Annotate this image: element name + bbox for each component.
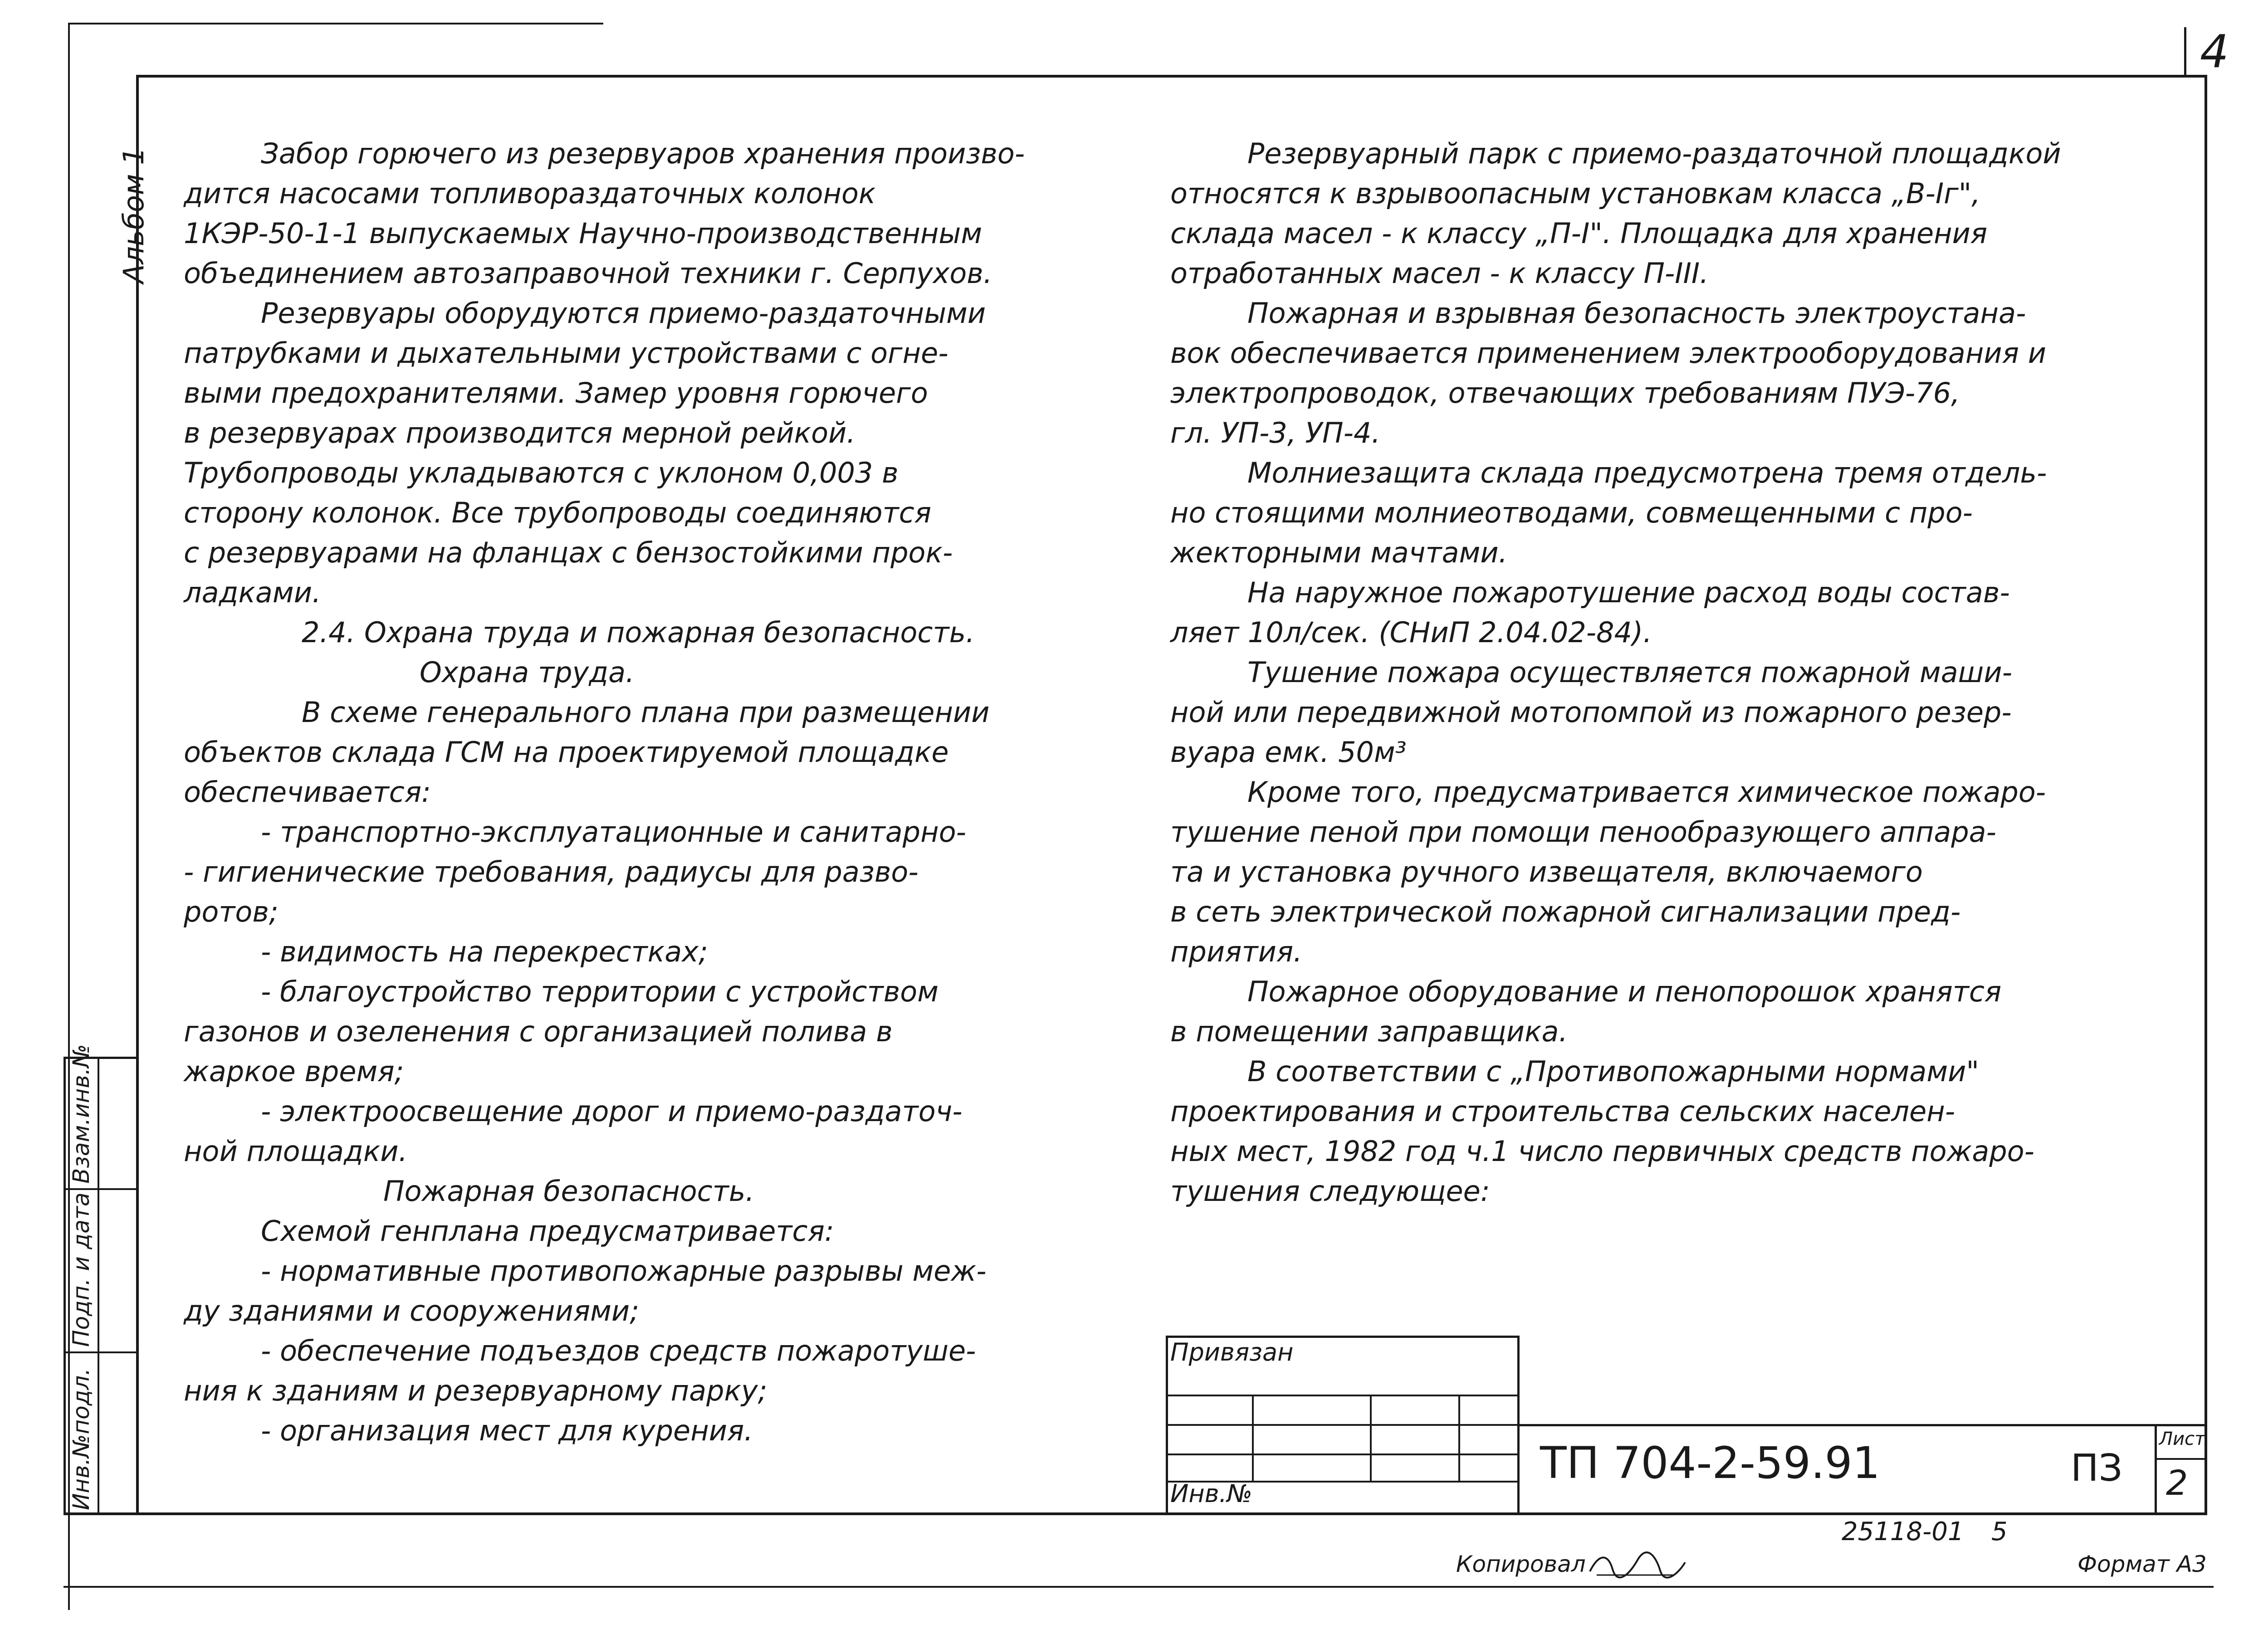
text-line: - электроосвещение дорог и приемо-раздаточ- [261,1095,963,1128]
text-line: Охрана труда. [420,656,635,689]
left-text-column [184,134,1145,1451]
text-line: ния к зданиям и резервуарному парку; [184,1374,767,1407]
archive-number: 25118-01 [1842,1517,1964,1546]
text-line: ду зданиями и сооружениями; [184,1294,640,1327]
text-line: вуара емк. 50м³ [1170,736,1407,769]
document-code: ТП 704-2-59.91 [1540,1438,1880,1488]
privyazan-label: Привязан [1170,1338,1294,1366]
text-line: с резервуарами на фланцах с бензостойкими прок- [184,536,953,569]
copied-signature [1588,1549,1687,1586]
frame-bottom [64,1512,2207,1515]
sheet-number: 2 [2166,1463,2188,1503]
text-line: проектирования и строительства сельских населен- [1170,1095,1955,1128]
corner-tick [2184,27,2186,77]
text-line: тушения следующее: [1170,1175,1490,1208]
privyazan-row-3 [1166,1454,1520,1455]
sheet-cell-mid [2155,1458,2207,1460]
text-line: приятия. [1170,935,1302,968]
album-label: Альбом 1 [117,147,150,283]
text-line: сторону колонок. Все трубопроводы соединяются [184,496,932,529]
text-line: В схеме генерального плана при размещении [302,696,990,729]
text-line: На наружное пожаротушение расход воды состав- [1247,576,2010,609]
text-line: относятся к взрывоопасным установкам класса „В-Iг", [1170,177,1980,210]
text-line: дится насосами топливораздаточных колонок [184,177,876,210]
text-line: 2.4. Охрана труда и пожарная безопасность. [302,616,975,649]
privyazan-row-2 [1166,1424,1520,1426]
format-label: Формат А3 [2077,1551,2207,1577]
text-line: ных мест, 1982 год ч.1 число первичных средств пожаро- [1170,1135,2035,1168]
text-line: но стоящими молниеотводами, совмещенными с про- [1170,496,1973,529]
text-line: гл. УП-3, УП-4. [1170,416,1381,449]
text-line: Пожарная безопасность. [383,1175,755,1208]
text-line: в сеть электрической пожарной сигнализации пред- [1170,895,1961,928]
text-line: - видимость на перекрестках; [261,935,708,968]
text-line: обеспечивается: [184,776,431,809]
strip-divider [98,1057,99,1515]
privyazan-col-2 [1370,1395,1372,1481]
text-line: ной площадки. [184,1135,408,1168]
sheet-cell-left [2155,1424,2157,1515]
stamp-top [1517,1424,2207,1426]
strip-line-2 [64,1351,138,1353]
text-line: Пожарное оборудование и пенопорошок хранятся [1247,975,2002,1008]
text-line: объединением автозаправочной техники г. Серпухов. [184,257,992,290]
text-line: Молниезащита склада предусмотрена тремя отдель- [1247,456,2047,489]
text-line: - обеспечение подъездов средств пожаротуше- [261,1334,976,1367]
text-line: отработанных масел - к классу П-III. [1170,257,1709,290]
sheet-label: Лист [2159,1429,2205,1449]
text-line: тушение пеной при помощи пенообразующего аппара- [1170,815,1997,849]
text-line: Кроме того, предусматривается химическое пожаро- [1247,776,2046,809]
right-text-column [1170,134,2195,1211]
text-line: объектов склада ГСМ на проектируемой площадке [184,736,949,769]
text-line: - гигиенические требования, радиусы для разво- [184,855,919,888]
text-line: Схемой генплана предусматривается: [261,1215,834,1248]
text-line: Тушение пожара осуществляется пожарной маши- [1247,656,2013,689]
frame-top [136,75,2207,78]
bottom-trim-line [64,1586,2214,1588]
text-line: Трубопроводы укладываются с уклоном 0,003 в [184,456,899,489]
section-code: ПЗ [2071,1447,2123,1490]
text-line: - нормативные противопожарные разрывы меж- [261,1254,987,1288]
privyazan-row-1 [1166,1395,1520,1396]
archive-page: 5 [1991,1517,2008,1546]
text-line: выми предохранителями. Замер уровня горючего [184,376,928,410]
text-line: Резервуарный парк с приемо-раздаточной площадкой [1247,137,2061,170]
text-line: жаркое время; [184,1055,404,1088]
copied-label: Копировал [1456,1551,1586,1577]
text-line: склада масел - к классу „П-I". Площадка для хранения [1170,217,1988,250]
text-line: - благоустройство территории с устройством [261,975,938,1008]
text-line: 1КЭР-50-1-1 выпускаемых Научно-производственным [184,217,982,250]
frame-left [136,75,139,1515]
text-line: ладками. [184,576,321,609]
text-line: - организация мест для курения. [261,1414,753,1447]
text-line: Пожарная и взрывная безопасность электроустана- [1247,297,2026,330]
text-line: ляет 10л/сек. (СНиП 2.04.02-84). [1170,616,1652,649]
text-line: ной или передвижной мотопомпой из пожарного резер- [1170,696,2012,729]
text-line: патрубками и дыхательными устройствами с огне- [184,337,948,370]
frame-right [2204,75,2207,1515]
strip-label-vzam-inv: Взам.инв.№ [68,1044,94,1184]
strip-label-inv-podl: Инв.№подл. [68,1368,94,1510]
strip-left-line [64,1057,66,1515]
text-line: Забор горючего из резервуаров хранения произво- [261,137,1025,170]
text-line: электропроводок, отвечающих требованиям ПУЭ-76, [1170,376,1960,410]
text-line: В соответствии с „Противопожарными нормами" [1247,1055,1979,1088]
text-line: ротов; [184,895,279,928]
inv-no-label: Инв.№ [1170,1479,1252,1508]
text-line: жекторными мачтами. [1170,536,1508,569]
privyazan-col-1 [1252,1395,1254,1481]
corner-page-number: 4 [2200,25,2229,78]
text-line: та и установка ручного извещателя, включаемого [1170,855,1923,888]
top-left-trim-line [68,23,603,24]
strip-line-1 [64,1188,138,1190]
text-line: в помещении заправщика. [1170,1015,1568,1048]
strip-label-podp-data: Подп. и дата [68,1192,94,1347]
copied-signature-scribble [1588,1549,1687,1580]
text-line: - транспортно-эксплуатационные и санитарно- [261,815,966,849]
text-line: в резервуарах производится мерной рейкой. [184,416,856,449]
text-line: вок обеспечивается применением электрооборудования и [1170,337,2047,370]
privyazan-col-3 [1458,1395,1460,1481]
text-line: Резервуары оборудуются приемо-раздаточными [261,297,986,330]
text-line: газонов и озеленения с организацией полива в [184,1015,893,1048]
